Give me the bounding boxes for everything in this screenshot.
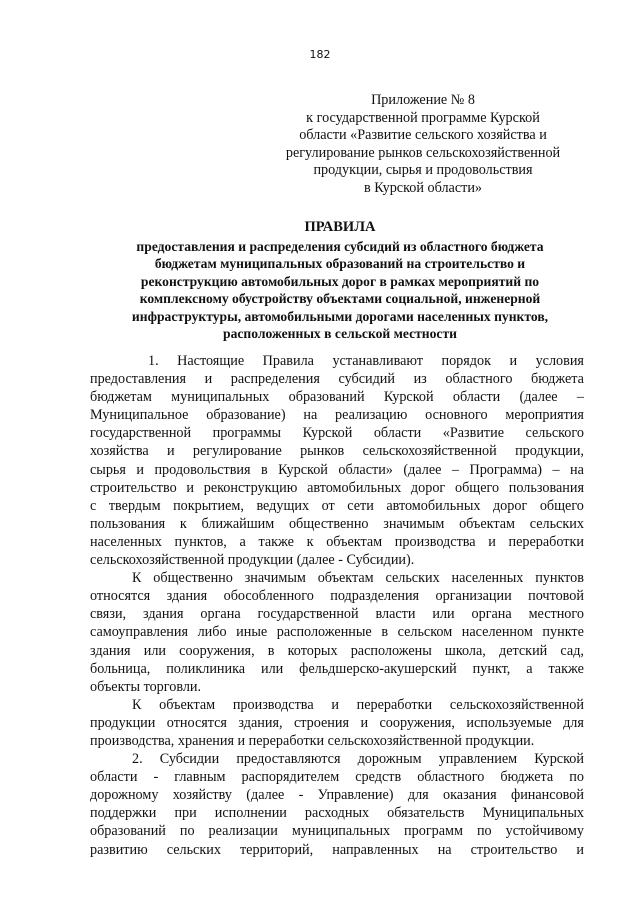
body-word: дорожным [357, 751, 422, 768]
body-word: - [153, 769, 159, 786]
body-line [90, 605, 584, 623]
body-word: в [267, 642, 275, 659]
body-word: или [432, 606, 455, 623]
body-word: порядок [441, 353, 491, 369]
appendix-line: продукции, сырья и продовольствия [313, 162, 533, 179]
body-word: сельском [397, 624, 453, 641]
body-word: местного [528, 606, 584, 623]
body-word: и [186, 479, 195, 496]
body-word: реконструкцию [203, 479, 298, 496]
body-word: также [548, 660, 584, 677]
body-word: и [509, 353, 518, 369]
body-line [90, 515, 584, 533]
body-word: регулирование [192, 443, 282, 460]
body-word: к [306, 533, 314, 550]
body-line [90, 841, 584, 859]
body-word: - [298, 787, 304, 804]
body-word: программ [404, 823, 463, 840]
body-word: объектам [326, 533, 383, 550]
body-line [90, 660, 584, 678]
body-word: и [331, 696, 339, 713]
body-word: переработки [356, 696, 433, 713]
body-line [90, 750, 584, 768]
body-word: сырья [90, 461, 126, 478]
body-word: и [167, 443, 175, 460]
body-word: покрытием, [173, 497, 244, 514]
body-word: поликлиника [166, 660, 246, 677]
body-word: на [303, 407, 318, 424]
appendix-line: регулирование рынков сельскохозяйственной [285, 144, 561, 161]
body-word: бюджета [531, 371, 584, 388]
appendix-line: области «Развитие сельского хозяйства и [299, 127, 547, 144]
body-word: автомобильных [386, 497, 481, 514]
body-word: расположены [350, 642, 432, 659]
body-word: по [179, 823, 195, 840]
body-word: производства, хранения и переработки сельскохозяйственной продукции. [90, 732, 535, 749]
body-word: общего [454, 479, 500, 496]
body-word: значимым [244, 570, 306, 587]
subtitle-line: расположенных в сельской местности [223, 326, 457, 342]
body-word: автомобильных [307, 479, 402, 496]
body-word: здания [142, 606, 184, 623]
body-word: дорог [410, 479, 446, 496]
body-word: а [526, 660, 533, 677]
body-word: строения [293, 714, 350, 731]
subtitle-line: предоставления и распределения субсидий из областного бюджета [136, 239, 544, 254]
body-line [90, 804, 584, 822]
body-word: образование) [206, 407, 286, 424]
body-word: оказания [443, 787, 497, 804]
body-line [90, 623, 584, 641]
body-word: сельских [529, 515, 584, 532]
body-word: областного [417, 769, 485, 786]
body-word: финансовой [511, 787, 584, 804]
body-word: территорий, [239, 841, 314, 858]
body-line [90, 732, 584, 750]
body-word: исполнении [214, 805, 287, 822]
body-word: сельских [166, 841, 221, 858]
body-word: в [381, 624, 389, 641]
body-word: сооружения, [379, 714, 455, 731]
appendix-line: Приложение № 8 [371, 92, 475, 108]
body-word: образований [288, 389, 365, 406]
body-word: пунктов, [174, 533, 227, 550]
body-word: при [174, 805, 197, 822]
subtitle-line: комплексному обустройству объектами социальной, инженерной [139, 291, 541, 307]
body-word: объектам [159, 696, 216, 713]
body-word: условия [535, 353, 584, 369]
body-word: пункте [542, 624, 584, 641]
body-word: продовольствия [154, 461, 251, 478]
body-word: дорог [492, 497, 528, 514]
body-word: органа [200, 606, 241, 623]
body-word: пользования [508, 479, 584, 496]
body-word: на [570, 461, 584, 478]
body-line [90, 642, 584, 660]
body-word: власти [375, 606, 416, 623]
document-subtitle [90, 238, 590, 342]
body-word: больница, [90, 660, 151, 677]
subtitle-line: реконструкцию автомобильных дорог в рамках мероприятий по [140, 273, 540, 289]
body-word: обязательств [387, 805, 465, 822]
body-word: фельдшерско-акушерский [299, 660, 457, 677]
body-line [90, 461, 584, 479]
body-word: значимым [383, 515, 445, 532]
body-word: также [258, 533, 294, 550]
body-word: населенном [461, 624, 533, 641]
body-word: производства [394, 533, 476, 550]
body-word: которых [287, 642, 338, 659]
body-word: относятся [90, 588, 151, 605]
subtitle-line: инфраструктуры, автомобильными дорогами населенных пунктов, [131, 308, 549, 324]
body-word: используемые [466, 714, 552, 731]
body-line [90, 406, 584, 424]
body-word: сельского [525, 425, 584, 442]
body-word: области» [338, 461, 393, 478]
body-line [90, 569, 584, 587]
document-title: ПРАВИЛА [304, 219, 376, 235]
body-word: области [90, 769, 138, 786]
body-word: обособленного [223, 588, 314, 605]
body-word: сооружения, [179, 642, 255, 659]
page-number: 182 [309, 48, 331, 61]
body-word: строительство [470, 841, 558, 858]
body-word: К [132, 696, 142, 713]
body-word: развитию [90, 841, 148, 858]
body-line [90, 479, 584, 497]
body-word: бюджетам [90, 389, 152, 406]
body-word: здания [166, 588, 208, 605]
body-word: «Развитие [442, 425, 505, 442]
body-line [90, 352, 584, 370]
body-word: или [143, 642, 166, 659]
body-word: Управление) [317, 787, 394, 804]
body-word: (далее [519, 389, 558, 406]
body-word: населенных [451, 570, 524, 587]
body-word: ведущих [256, 497, 310, 514]
body-word: государственной [257, 606, 359, 623]
body-word: распределения [230, 371, 320, 388]
body-word: организации [435, 588, 512, 605]
body-word: (далее [403, 461, 442, 478]
body-word: самоуправления [90, 624, 188, 641]
body-word: муниципальных [171, 389, 270, 406]
body-line [90, 786, 584, 804]
body-word: направленных [332, 841, 419, 858]
body-line [90, 678, 584, 696]
appendix-line: к государственной программе Курской [306, 109, 540, 126]
appendix-header [250, 92, 596, 198]
body-word: Правила [262, 353, 314, 369]
body-word: Курской [278, 461, 328, 478]
body-word: по [569, 769, 584, 786]
body-word: и [360, 714, 369, 731]
body-word: с [90, 497, 97, 514]
body-word: твердым [108, 497, 161, 514]
body-word: средств [355, 769, 402, 786]
body-word: и [576, 841, 584, 858]
body-word: предоставления [90, 371, 187, 388]
body-word: сельских [385, 570, 440, 587]
body-word: к [179, 515, 187, 532]
body-word: дорожному [90, 787, 159, 804]
body-word: связи, [90, 606, 127, 623]
body-word: общего [539, 497, 584, 514]
body-word: – [576, 389, 584, 406]
body-word: области [373, 425, 422, 442]
body-word: в [260, 461, 268, 478]
body-word: сети [347, 497, 374, 514]
body-word: Курской [302, 425, 353, 442]
body-word: – [552, 461, 560, 478]
body-word: по [476, 823, 492, 840]
body-word: Настоящие [177, 353, 245, 369]
body-word: ближайшим [201, 515, 275, 532]
body-word: основного [425, 407, 488, 424]
body-word: подразделения [330, 588, 420, 605]
body-word: и [488, 533, 496, 550]
body-word: объектам [459, 515, 516, 532]
body-word: устанавливают [332, 353, 423, 369]
body-word: К [132, 570, 142, 587]
body-word: – [451, 461, 459, 478]
body-line [90, 822, 584, 840]
body-word: Программа) [469, 461, 542, 478]
body-word: здания [90, 642, 131, 659]
body-text [90, 352, 584, 859]
body-word: Субсидии [159, 751, 220, 768]
body-word: Муниципальное [90, 407, 189, 424]
body-line [90, 533, 584, 551]
body-word: либо [197, 624, 227, 641]
body-word: общественно [153, 570, 233, 587]
body-word: и [136, 461, 144, 478]
body-word: областного [445, 371, 513, 388]
body-word: сельскохозяйственной [362, 443, 497, 460]
body-word: реализации [208, 823, 278, 840]
body-word: производства [232, 696, 314, 713]
body-word: сад, [560, 642, 584, 659]
body-word: предоставляются [236, 751, 341, 768]
body-word: главным [174, 769, 226, 786]
body-word: пунктов [535, 570, 584, 587]
body-word: объектам [317, 570, 374, 587]
body-word: здания, [238, 714, 283, 731]
body-word: сельскохозяйственной продукции (далее - Субсидии). [90, 552, 415, 569]
body-word: пункт, [472, 660, 511, 677]
body-line [90, 388, 584, 406]
body-word: образований [90, 823, 166, 840]
body-word: строительство [90, 479, 177, 496]
body-word: общественно [288, 515, 369, 532]
body-word: населенных [90, 533, 162, 550]
body-line [90, 551, 584, 569]
body-word: бюджета [500, 769, 554, 786]
body-word: области [452, 389, 501, 406]
body-word: относятся [166, 714, 227, 731]
body-word: на [437, 841, 452, 858]
body-word: программы [212, 425, 282, 442]
body-word: сельскохозяйственной [449, 696, 584, 713]
body-word: для [563, 714, 584, 731]
body-word: детский [499, 642, 548, 659]
body-word: переработки [508, 533, 584, 550]
body-word: расположенные [276, 624, 372, 641]
appendix-line: в Курской области» [363, 179, 483, 196]
body-line [90, 497, 584, 515]
body-line [90, 768, 584, 786]
body-word: хозяйства [90, 443, 149, 460]
body-word: продукции [90, 714, 156, 731]
body-word: расходных [304, 805, 370, 822]
body-word: управлением [438, 751, 518, 768]
body-word: продукции, [515, 443, 584, 460]
body-line [90, 442, 584, 460]
body-word: Курской [383, 389, 434, 406]
body-word: и [204, 371, 213, 388]
body-word: от [321, 497, 335, 514]
body-word: 1. [148, 353, 159, 369]
body-word: а [239, 533, 246, 550]
body-word: органа [471, 606, 512, 623]
body-word: (далее [246, 787, 285, 804]
body-line [90, 587, 584, 605]
body-line [90, 714, 584, 732]
body-word: государственной [90, 425, 192, 442]
body-word: субсидий [338, 371, 395, 388]
body-word: или [260, 660, 284, 677]
body-word: 2. [132, 751, 143, 768]
body-word: Муниципальных [482, 805, 584, 822]
body-word: иные [236, 624, 268, 641]
body-word: рынков [300, 443, 345, 460]
body-word: хозяйству [172, 787, 232, 804]
body-line [90, 424, 584, 442]
body-word: школа, [444, 642, 486, 659]
body-word: почтовой [528, 588, 584, 605]
body-word: муниципальных [291, 823, 391, 840]
body-word: Курской [534, 751, 584, 768]
body-word: устойчивому [505, 823, 584, 840]
body-word: распорядителем [241, 769, 340, 786]
body-word: поддержки [90, 805, 157, 822]
body-word: мероприятия [505, 407, 584, 424]
subtitle-line: бюджетам муниципальных образований на строительство и [154, 256, 526, 272]
body-word: реализацию [335, 407, 408, 424]
body-line [90, 370, 584, 388]
body-word: из [413, 371, 427, 388]
body-word: пользования [90, 515, 166, 532]
body-word: объекты торговли. [90, 678, 202, 695]
body-word: для [407, 787, 429, 804]
body-line [90, 696, 584, 714]
